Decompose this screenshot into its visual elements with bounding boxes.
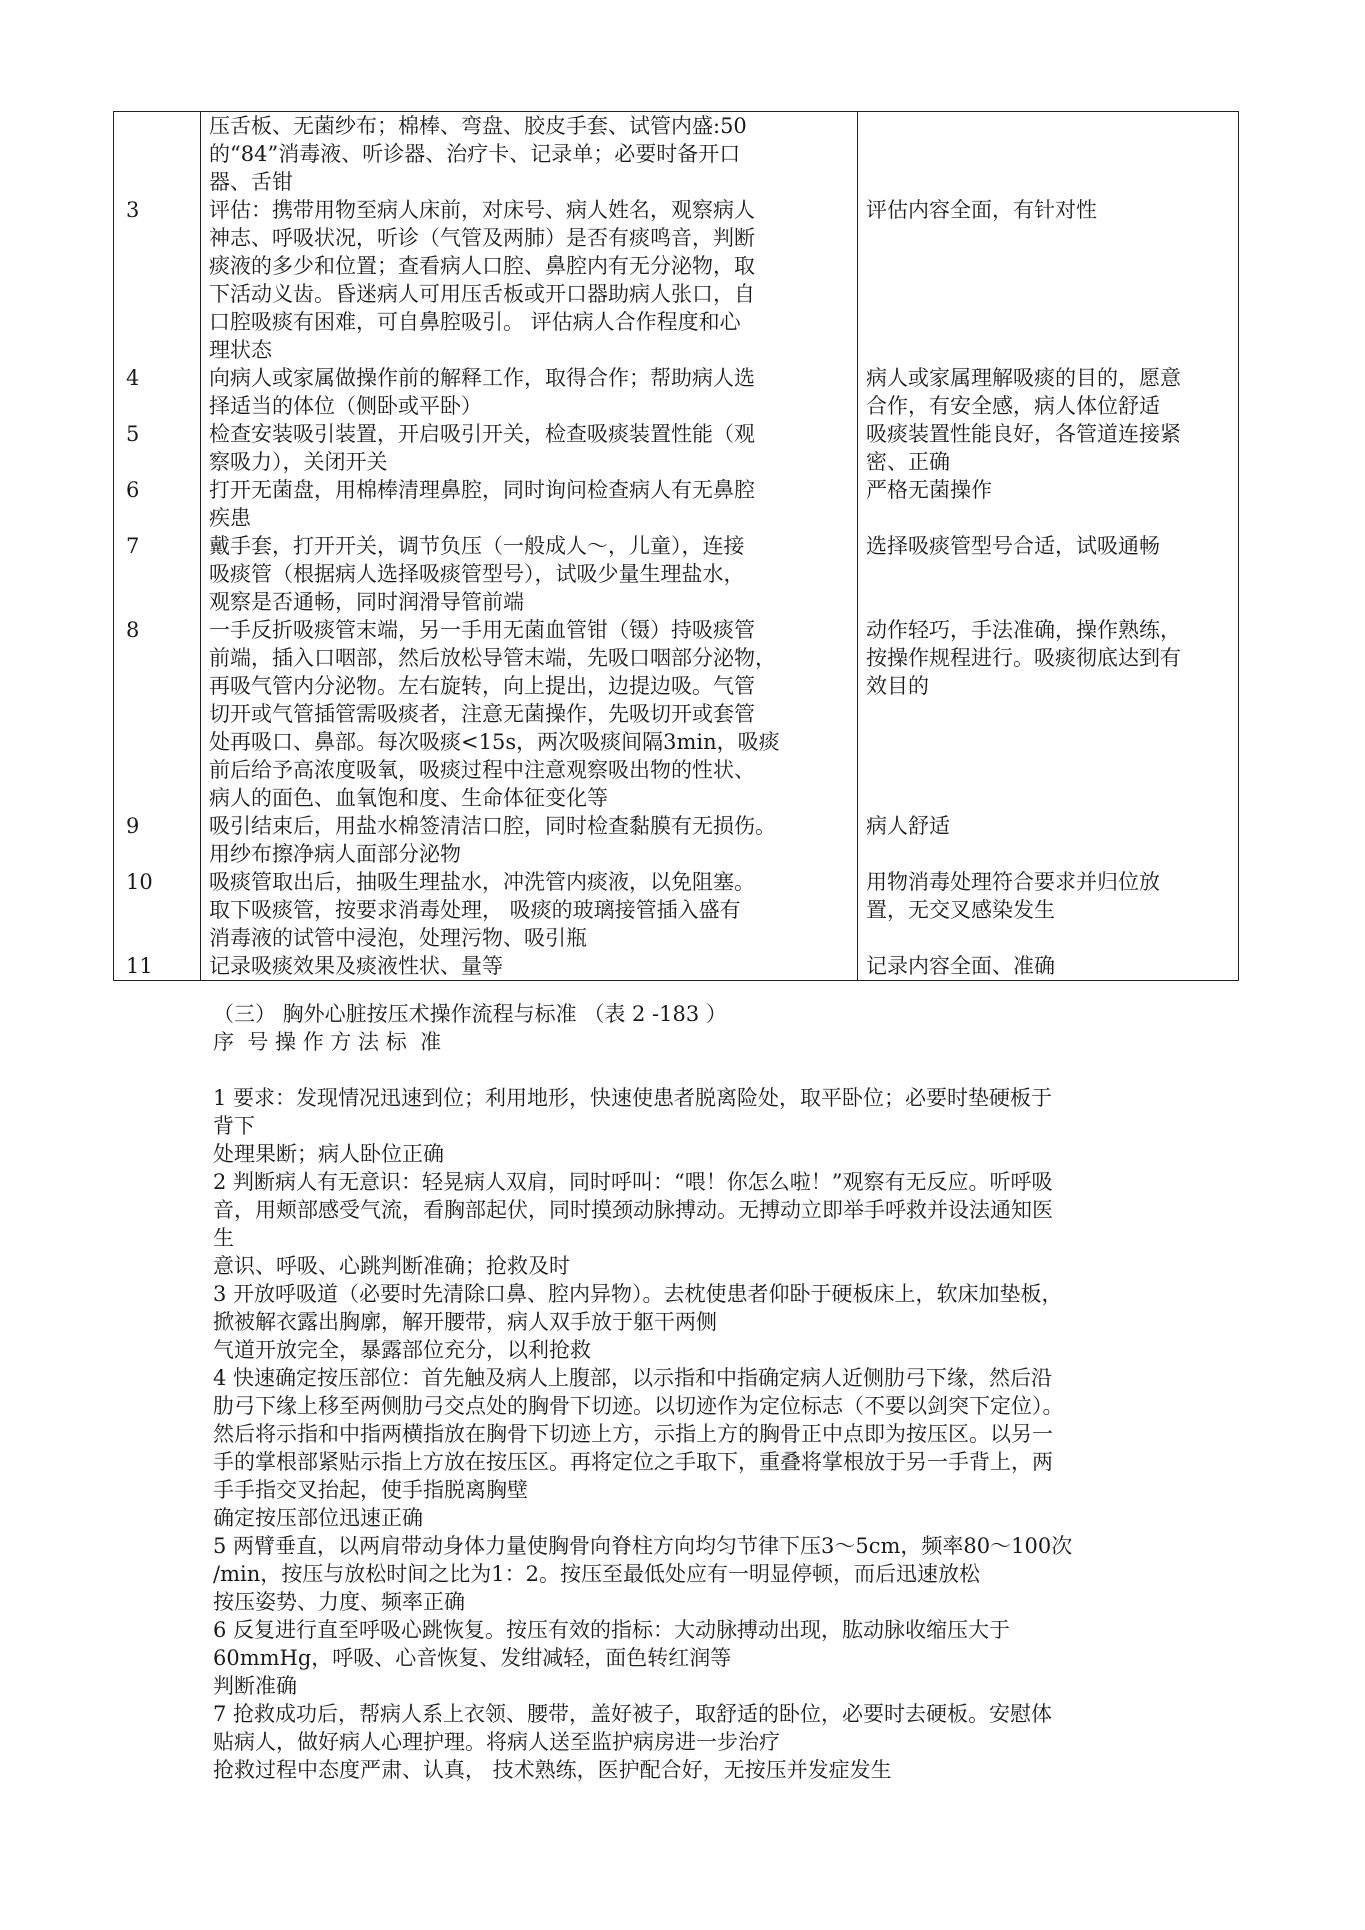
step-number: 10 <box>114 868 201 952</box>
operation-standard: 选择吸痰管型号合适，试吸通畅 <box>858 532 1239 616</box>
section-paragraph: 确定按压部位迅速正确 <box>213 1506 423 1530</box>
step-number: 9 <box>114 812 201 868</box>
section-paragraph: 处理果断；病人卧位正确 <box>213 1142 444 1166</box>
section-paragraph: 3 开放呼吸道（必要时先清除口鼻、腔内异物）。去枕使患者仰卧于硬板床上，软床加垫板， 掀被解衣露出胸廓，解开腰带，病人双手放于躯干两侧 <box>213 1282 1063 1334</box>
operation-standard: 记录内容全面、准确 <box>858 952 1239 981</box>
step-number: 11 <box>114 952 201 981</box>
suction-procedure-table <box>113 111 1239 981</box>
section-paragraph: 1 要求：发现情况迅速到位；利用地形，快速使患者脱离险处，取平卧位；必要时垫硬板于 背下 <box>213 1086 1053 1138</box>
step-number: 4 <box>114 364 201 420</box>
step-number: 6 <box>114 476 201 532</box>
table-row <box>114 952 1239 981</box>
section-paragraph: 4 快速确定按压部位：首先触及病人上腹部，以示指和中指确定病人近侧肋弓下缘，然后沿 肋弓下缘上移至两侧肋弓交点处的胸骨下切迹。以切迹作为定位标志（不要以剑突下定位）。 然后将示指和中指两横指放在胸骨下切迹上方，示指上方的胸骨正中点即为按压区。以另一 手的掌根部紧贴示指上方放在按压区。再将定位之手取下，重叠将掌根放于另一手背上，两 手手指交叉抬起，使手指脱离胸壁 <box>213 1366 1064 1502</box>
table-row <box>114 532 1239 616</box>
operation-standard: 病人舒适 <box>858 812 1239 868</box>
section-paragraph: 判断准确 <box>213 1674 297 1698</box>
table-row <box>114 364 1239 420</box>
table-row <box>114 112 1239 197</box>
table-row <box>114 476 1239 532</box>
operation-standard <box>858 112 1239 197</box>
table-row <box>114 616 1239 812</box>
table-row <box>114 812 1239 868</box>
operation-method: 记录吸痰效果及痰液性状、量等 <box>201 952 858 981</box>
section-title: （三） 胸外心脏按压术操作流程与标准 （表 2 -183 ） <box>213 1002 727 1026</box>
section-paragraph: 6 反复进行直至呼吸心跳恢复。按压有效的指标：大动脉搏动出现，肱动脉收缩压大于 60mmHg，呼吸、心音恢复、发绀减轻，面色转红润等 <box>213 1618 1011 1670</box>
operation-method: 打开无菌盘，用棉棒清理鼻腔，同时询问检查病人有无鼻腔 疾患 <box>201 476 858 532</box>
operation-standard: 吸痰装置性能良好，各管道连接紧 密、正确 <box>858 420 1239 476</box>
section-paragraph: 2 判断病人有无意识：轻晃病人双肩，同时呼叫：“喂！你怎么啦！”观察有无反应。听呼吸 音，用颊部感受气流，看胸部起伏，同时摸颈动脉搏动。无搏动立即举手呼救并设法通知医 生 <box>213 1170 1053 1250</box>
step-number: 3 <box>114 196 201 364</box>
operation-standard: 动作轻巧，手法准确，操作熟练， 按操作规程进行。吸痰彻底达到有 效目的 <box>858 616 1239 812</box>
section-paragraph: 按压姿势、力度、频率正确 <box>213 1590 465 1614</box>
section-paragraph: 意识、呼吸、心跳判断准确；抢救及时 <box>213 1254 570 1278</box>
operation-method: 吸痰管取出后，抽吸生理盐水，冲洗管内痰液，以免阻塞。 取下吸痰管，按要求消毒处理， 吸痰的玻璃接管插入盛有 消毒液的试管中浸泡，处理污物、吸引瓶 <box>201 868 858 952</box>
operation-standard: 评估内容全面，有针对性 <box>858 196 1239 364</box>
step-number: 8 <box>114 616 201 812</box>
step-number: 5 <box>114 420 201 476</box>
section-paragraph: 抢救过程中态度严肃、认真， 技术熟练，医护配合好，无按压并发症发生 <box>213 1758 892 1782</box>
step-number <box>114 112 201 197</box>
section-paragraph: 气道开放完全，暴露部位充分，以利抢救 <box>213 1338 591 1362</box>
section-paragraph: 5 两臂垂直，以两肩带动身体力量使胸骨向脊柱方向均匀节律下压3～5cm，频率80～100次 /min，按压与放松时间之比为1：2。按压至最低处应有一明显停顿，而后迅速放松 <box>213 1534 1073 1586</box>
section-paragraph: 7 抢救成功后，帮病人系上衣领、腰带，盖好被子，取舒适的卧位，必要时去硬板。安慰体 贴病人，做好病人心理护理。将病人送至监护病房进一步治疗 <box>213 1702 1053 1754</box>
operation-standard: 严格无菌操作 <box>858 476 1239 532</box>
cpr-section <box>213 1000 1263 1784</box>
operation-method: 戴手套，打开开关，调节负压（一般成人～，儿童），连接 吸痰管（根据病人选择吸痰管型号），试吸少量生理盐水， 观察是否通畅，同时润滑导管前端 <box>201 532 858 616</box>
operation-method: 压舌板、无菌纱布；棉棒、弯盘、胶皮手套、试管内盛:50 的“84”消毒液、听诊器、治疗卡、记录单；必要时备开口 器、舌钳 <box>201 112 858 197</box>
operation-method: 评估：携带用物至病人床前，对床号、病人姓名，观察病人 神志、呼吸状况，听诊（气管及两肺）是否有痰鸣音，判断 痰液的多少和位置；查看病人口腔、鼻腔内有无分泌物，取 下活动义齿。昏迷病人可用压舌板或开口器助病人张口，自 口腔吸痰有困难，可自鼻腔吸引。 评估病人合作程度和心 理状态 <box>201 196 858 364</box>
table-row <box>114 868 1239 952</box>
operation-method: 吸引结束后，用盐水棉签清洁口腔，同时检查黏膜有无损伤。 用纱布擦净病人面部分泌物 <box>201 812 858 868</box>
step-number: 7 <box>114 532 201 616</box>
operation-standard: 用物消毒处理符合要求并归位放 置，无交叉感染发生 <box>858 868 1239 952</box>
operation-method: 检查安装吸引装置，开启吸引开关，检查吸痰装置性能（观 察吸力），关闭开关 <box>201 420 858 476</box>
table-row <box>114 196 1239 364</box>
section-column-header: 序 号 操 作 方 法 标 准 <box>213 1030 442 1054</box>
table-row <box>114 420 1239 476</box>
operation-standard: 病人或家属理解吸痰的目的，愿意 合作，有安全感，病人体位舒适 <box>858 364 1239 420</box>
operation-method: 一手反折吸痰管末端，另一手用无菌血管钳（镊）持吸痰管 前端，插入口咽部，然后放松导管末端，先吸口咽部分泌物， 再吸气管内分泌物。左右旋转，向上提出，边提边吸。气管 切开或气管插管需吸痰者，注意无菌操作，先吸切开或套管 处再吸口、鼻部。每次吸痰<15s，两次吸痰间隔3min，吸痰 前后给予高浓度吸氧，吸痰过程中注意观察吸出物的性状、 病人的面色、血氧饱和度、生命体征变化等 <box>201 616 858 812</box>
operation-method: 向病人或家属做操作前的解释工作，取得合作；帮助病人选 择适当的体位（侧卧或平卧） <box>201 364 858 420</box>
